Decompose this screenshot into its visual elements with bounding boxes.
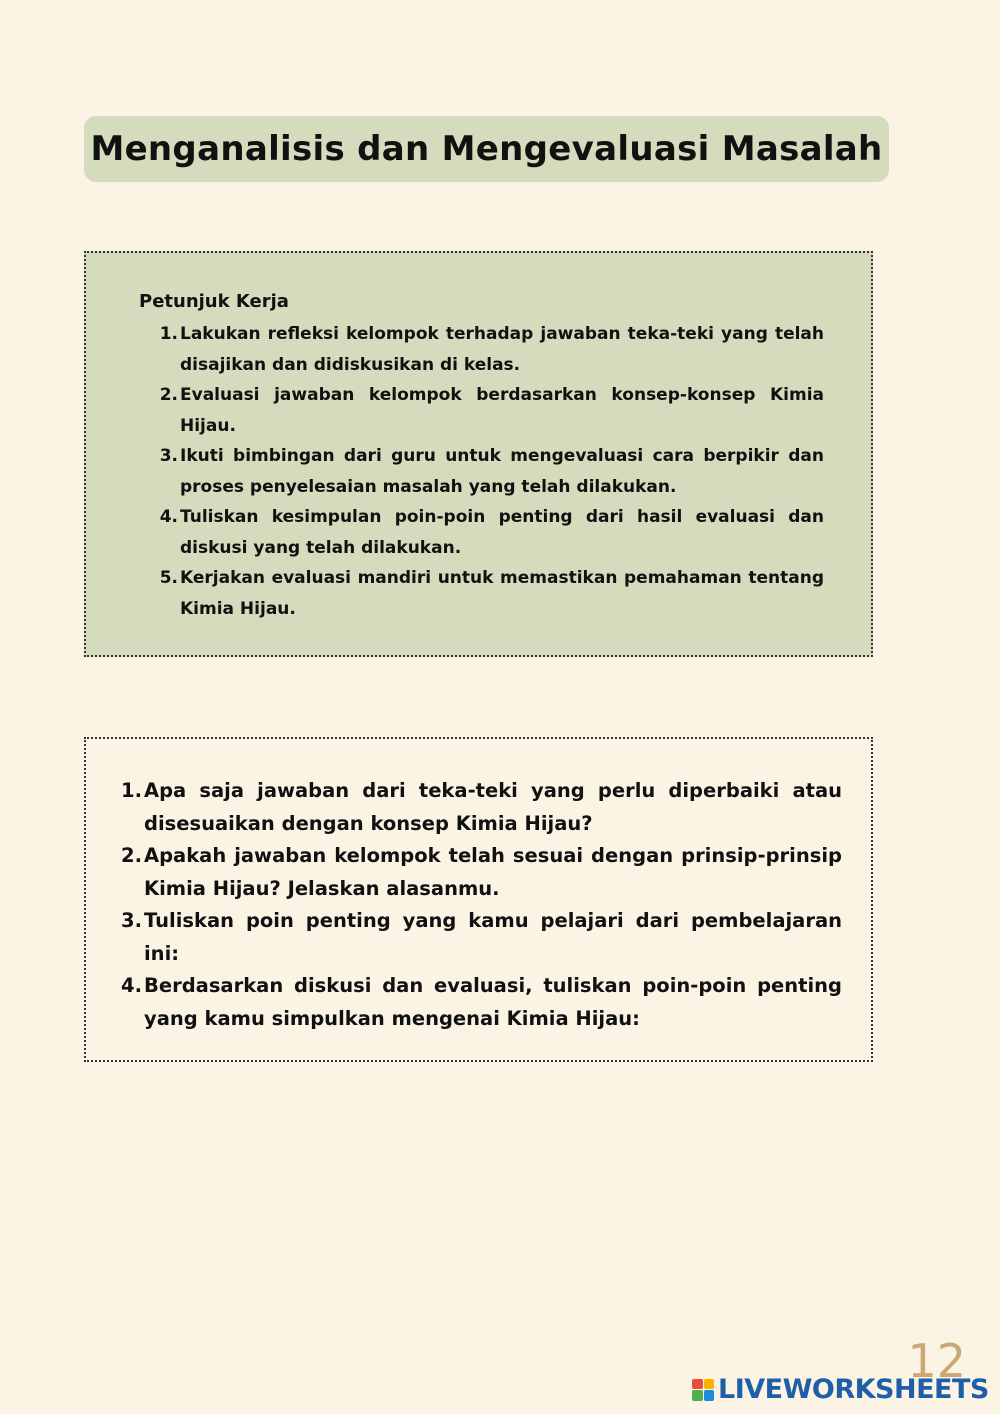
title-banner xyxy=(84,116,889,182)
question-text: Berdasarkan diskusi dan evaluasi, tuliskan poin-poin penting yang kamu simpulkan mengenai Kimia Hijau: xyxy=(144,974,842,1030)
instruction-item xyxy=(156,441,824,502)
questions-list xyxy=(118,775,842,1035)
question-text: Tuliskan poin penting yang kamu pelajari dari pembelajaran ini: xyxy=(144,909,842,965)
instruction-number: 1. xyxy=(159,324,178,344)
question-item xyxy=(118,840,842,905)
instruction-text: Ikuti bimbingan dari guru untuk mengevaluasi cara berpikir dan proses penyelesaian masalah yang telah dilakukan. xyxy=(180,446,824,497)
instructions-box xyxy=(84,251,873,657)
liveworksheets-logo-icon xyxy=(692,1379,714,1401)
question-number: 1. xyxy=(121,779,142,802)
question-number: 4. xyxy=(121,974,142,997)
instruction-number: 5. xyxy=(159,568,178,588)
page-title: Menganalisis dan Mengevaluasi Masalah xyxy=(90,129,883,169)
instruction-number: 3. xyxy=(159,446,178,466)
watermark-text: LIVEWORKSHEETS xyxy=(718,1374,989,1405)
instruction-item xyxy=(156,563,824,624)
question-number: 3. xyxy=(121,909,142,932)
instruction-number: 4. xyxy=(159,507,178,527)
instruction-text: Lakukan refleksi kelompok terhadap jawaban teka-teki yang telah disajikan dan didiskusikan di kelas. xyxy=(180,324,824,375)
instruction-item xyxy=(156,502,824,563)
instruction-item xyxy=(156,319,824,380)
instructions-heading: Petunjuk Kerja xyxy=(139,291,289,312)
instructions-list xyxy=(156,319,824,624)
liveworksheets-watermark xyxy=(692,1374,989,1405)
instruction-text: Tuliskan kesimpulan poin-poin penting dari hasil evaluasi dan diskusi yang telah dilakukan. xyxy=(180,507,824,558)
instruction-item xyxy=(156,380,824,441)
question-item xyxy=(118,970,842,1035)
question-text: Apakah jawaban kelompok telah sesuai dengan prinsip-prinsip Kimia Hijau? Jelaskan alasanmu. xyxy=(144,844,842,900)
question-item xyxy=(118,905,842,970)
question-item xyxy=(118,775,842,840)
question-number: 2. xyxy=(121,844,142,867)
instruction-number: 2. xyxy=(159,385,178,405)
question-text: Apa saja jawaban dari teka-teki yang perlu diperbaiki atau disesuaikan dengan konsep Kimia Hijau? xyxy=(144,779,842,835)
page-number: 12 xyxy=(907,1334,966,1388)
instruction-text: Kerjakan evaluasi mandiri untuk memastikan pemahaman tentang Kimia Hijau. xyxy=(180,568,824,619)
instruction-text: Evaluasi jawaban kelompok berdasarkan konsep-konsep Kimia Hijau. xyxy=(180,385,824,436)
questions-box xyxy=(84,737,873,1062)
